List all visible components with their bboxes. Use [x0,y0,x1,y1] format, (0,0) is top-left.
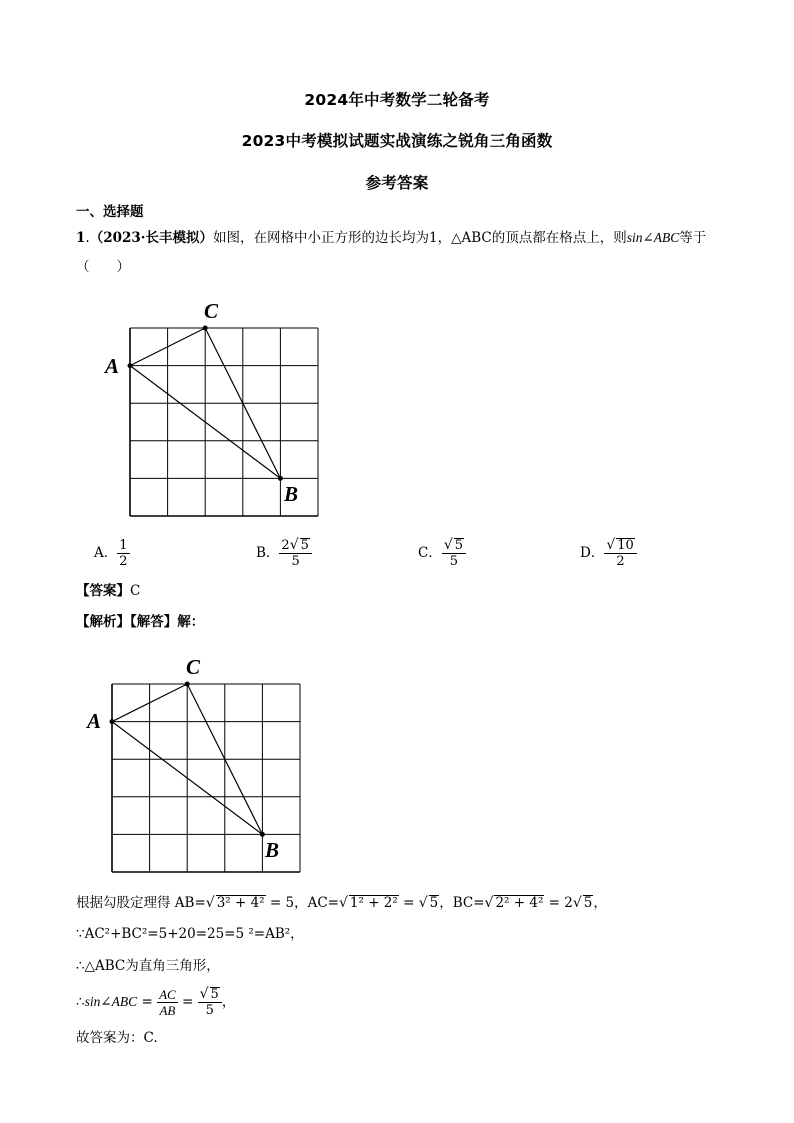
label-b: B [265,838,280,862]
page-subtitle: 2023中考模拟试题实战演练之锐角三角函数 [241,132,553,150]
label-b: B [284,482,299,506]
option-c-fraction: $\frac{√ 5}{5}$ [442,538,466,569]
label-c: C [204,299,219,323]
figure-grid-solution [82,648,322,878]
question-number: 1 [76,230,86,246]
page-title: 2024年中考数学二轮备考 [304,91,490,109]
option-a: A． $\frac{1}{2}$ [94,538,128,569]
point-b [260,832,265,837]
question-blank: （ ） [76,259,130,275]
answer-line [76,582,140,600]
answer-value: C [130,583,141,599]
label-a: A [105,354,120,378]
question-stem: 如图，在网格中小正方形的边长均为1，△ABC的顶点都在格点上，则 [212,230,627,246]
question-source: （2023·长丰模拟） [89,230,213,246]
option-b-fraction: $\frac{2√ 5}{5}$ [279,538,311,569]
point-b [278,476,283,481]
solution-line-3: ∴△ABC为直角三角形， [76,958,220,974]
answer-key-heading: 参考答案 [365,174,429,192]
option-d: D． $\frac{√ 10}{2}$ [580,538,637,569]
option-a-fraction: $\frac{1}{2}$ [119,538,128,569]
point-a [128,363,133,368]
label-a: A [87,709,102,733]
solution-line-2: ∵AC²+BC²=5+20=25=5 ²=AB²， [76,926,304,942]
option-c: C． $\frac{√ 5}{5}$ [418,538,466,569]
label-c: C [186,655,201,679]
point-c [203,326,208,331]
question-text: 1.（2023·长丰模拟）如图，在网格中小正方形的边长均为1，△ABC的顶点都在格点上，则sin∠ABC等于 [76,230,707,246]
figure-grid-question [100,295,340,525]
answer-label: 【答案】 [76,583,130,599]
question-stem-end: 等于 [679,230,707,246]
solution-line-4: ∴sin∠ABC = $\frac{AC}{AB}$ = $\frac{√ 5}{5}$ ， [76,986,236,1018]
option-d-fraction: $\frac{√ 10}{2}$ [604,538,636,569]
solution-line-1: 根据勾股定理得 AB=√ 3² + 4² = 5，AC=√ 1² + 2² = √ 5，BC=√ 2² + 4² = 2√ 5， [76,895,607,911]
section-heading: 一、选择题 [76,204,144,220]
point-c [185,682,190,687]
option-b: B． $\frac{2√ 5}{5}$ [256,538,312,569]
analysis-label: 【解析】【解答】解： [76,614,205,630]
question-expr: sin∠ABC [626,230,680,245]
point-a [110,719,115,724]
solution-line-5: 故答案为：C. [76,1030,158,1046]
